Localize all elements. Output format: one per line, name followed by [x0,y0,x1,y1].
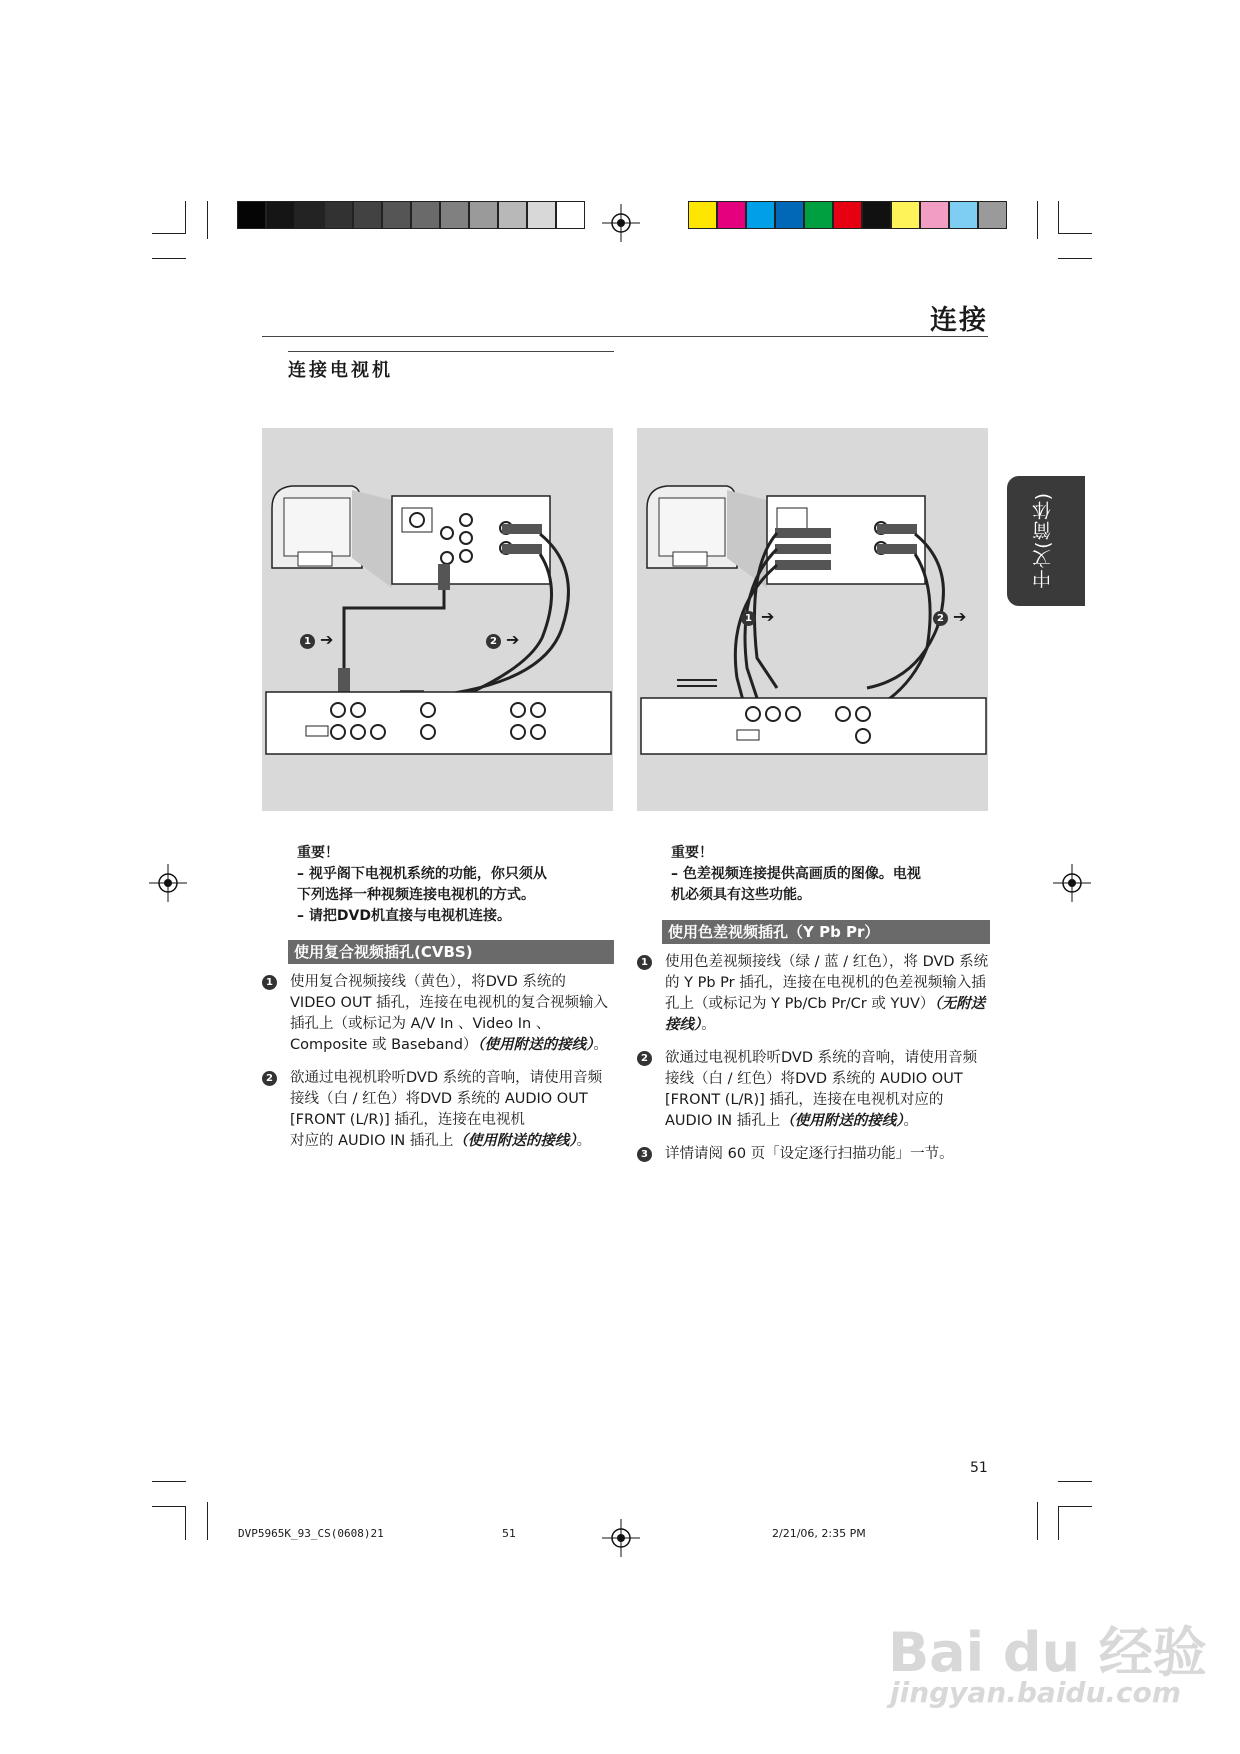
composite-diagram-icon [262,428,613,811]
language-tab-label: 中文(简体) [1032,492,1054,589]
color-swatch [688,201,717,229]
crop-mark [1037,201,1038,239]
page-title: 连接 [930,305,988,336]
header-rule [262,336,988,337]
registration-target-icon [600,202,642,244]
registration-target-icon [600,1517,642,1559]
section-band-cvbs: 使用复合视频插孔(CVBS) [288,940,614,964]
section-band-ypbpr: 使用色差视频插孔（Y Pb Pr） [662,920,990,944]
registration-target-icon [1051,862,1093,904]
color-swatch [411,201,440,229]
color-swatch [949,201,978,229]
step-badge: 2 [262,1071,277,1086]
list-item [262,972,612,1056]
list-item [262,1068,612,1152]
registration-target-icon [147,862,189,904]
color-swatch [891,201,920,229]
crop-mark [1058,1481,1092,1482]
step-text: 详情请阅 60 页「设定逐行扫描功能」一节。 [665,1146,954,1162]
color-swatch [556,201,585,229]
color-swatch [920,201,949,229]
note-line: 下列选择一种视频连接电视机的方式。 [297,887,535,903]
step-badge: 2 [637,1051,652,1066]
crop-mark [207,201,208,239]
steps-right [637,952,991,1177]
step-text: 使用复合视频接线（黄色），将DVD 系统的 VIDEO OUT 插孔，连接在电视机的复合视频输入插孔上（或标记为 A/V In 、Video In 、Composite 或 Baseband） [290,974,609,1053]
step-badge: 3 [637,1147,652,1162]
figure-step-badge: 1 [300,634,315,649]
list-item [637,1144,991,1165]
crop-mark [1058,201,1059,234]
color-swatch [440,201,469,229]
step-emphasis: （使用附送的接线） [453,1133,577,1149]
color-swatch [527,201,556,229]
crop-mark [152,258,186,259]
arrow-icon: ➔ [761,607,775,626]
color-swatch [295,201,324,229]
step-tail: 。 [593,1037,608,1053]
crop-mark [152,1481,186,1482]
color-swatch [775,201,804,229]
section-title: 连接电视机 [288,360,393,381]
important-note-right [671,843,991,906]
language-tab [1007,476,1085,606]
crop-mark [185,201,186,234]
footer-date: 2/21/06, 2:35 PM [772,1527,866,1540]
footer-page: 51 [502,1527,516,1540]
note-title: 重要！ [297,845,339,861]
figure-step-badge: 2 [933,611,948,626]
crop-mark [152,1506,186,1507]
color-swatch [862,201,891,229]
color-swatch [833,201,862,229]
arrow-icon: ➔ [320,630,334,649]
arrow-icon: ➔ [953,607,967,626]
color-swatch [324,201,353,229]
step-emphasis: （使用附送的接线） [477,1037,594,1053]
note-title: 重要！ [671,845,713,861]
step-text: 使用色差视频接线（绿 / 蓝 / 红色），将 DVD 系统的 Y Pb Pr 插孔，连接在电视机的色差视频输入插孔上（或标记为 Y Pb/Cb Pr/Cr 或 YUV） [665,954,989,1012]
note-line: 机必须具有这些功能。 [671,887,811,903]
color-swatch [746,201,775,229]
color-swatch [266,201,295,229]
color-swatch [237,201,266,229]
list-item [637,1048,991,1132]
crop-mark [1058,1506,1059,1540]
step-emphasis: （无附送接线） [665,996,986,1033]
crop-mark [1058,258,1092,259]
color-swatch [469,201,498,229]
color-swatch [382,201,411,229]
crop-mark [207,1502,208,1540]
note-line: – 视乎阁下电视机系统的功能，你只须从 [297,866,547,882]
step-tail: 。 [903,1113,918,1129]
color-swatch [804,201,833,229]
step-tail: 。 [701,1017,716,1033]
step-text: 对应的 AUDIO IN 插孔上 [290,1133,454,1149]
step-tail: 。 [576,1133,592,1149]
figure-step-badge: 1 [741,611,756,626]
step-emphasis: （使用附送的接线） [780,1113,904,1129]
step-text: 欲通过电视机聆听DVD 系统的音响，请使用音频接线（白 / 红色）将DVD 系统的 AUDIO OUT [FRONT (L/R)] 插孔，连接在电视机 [290,1070,603,1128]
list-item [637,952,991,1036]
color-swatch [498,201,527,229]
section-rule [288,351,614,352]
color-swatch [978,201,1007,229]
figure-step-badge: 2 [486,634,501,649]
crop-mark [152,233,186,234]
color-swatch [717,201,746,229]
crop-mark [1037,1502,1038,1540]
color-swatch [353,201,382,229]
footer-filename: DVP5965K_93_CS(0608)21 [238,1527,384,1540]
arrow-icon: ➔ [506,630,520,649]
component-connection-figure [637,428,988,811]
steps-left [262,972,612,1164]
step-badge: 1 [637,955,652,970]
step-text: 欲通过电视机聆听DVD 系统的音响，请使用音频接线（白 / 红色）将DVD 系统的 AUDIO OUT [FRONT (L/R)] 插孔，连接在电视机对应的 AUDIO IN 插孔上 [665,1050,978,1129]
crop-mark [1058,233,1092,234]
note-line: – 请把DVD机直接与电视机连接。 [297,908,511,924]
note-line: – 色差视频连接提供高画质的图像。电视 [671,866,921,882]
important-note-left [297,843,617,927]
baidu-watermark-logo: Bai du 经验 [888,1621,1207,1684]
step-badge: 1 [262,975,277,990]
page-number: 51 [970,1460,988,1476]
baidu-watermark-url: jingyan.baidu.com [890,1676,1182,1709]
crop-mark [185,1506,186,1540]
composite-connection-figure [262,428,613,811]
crop-mark [1058,1506,1092,1507]
